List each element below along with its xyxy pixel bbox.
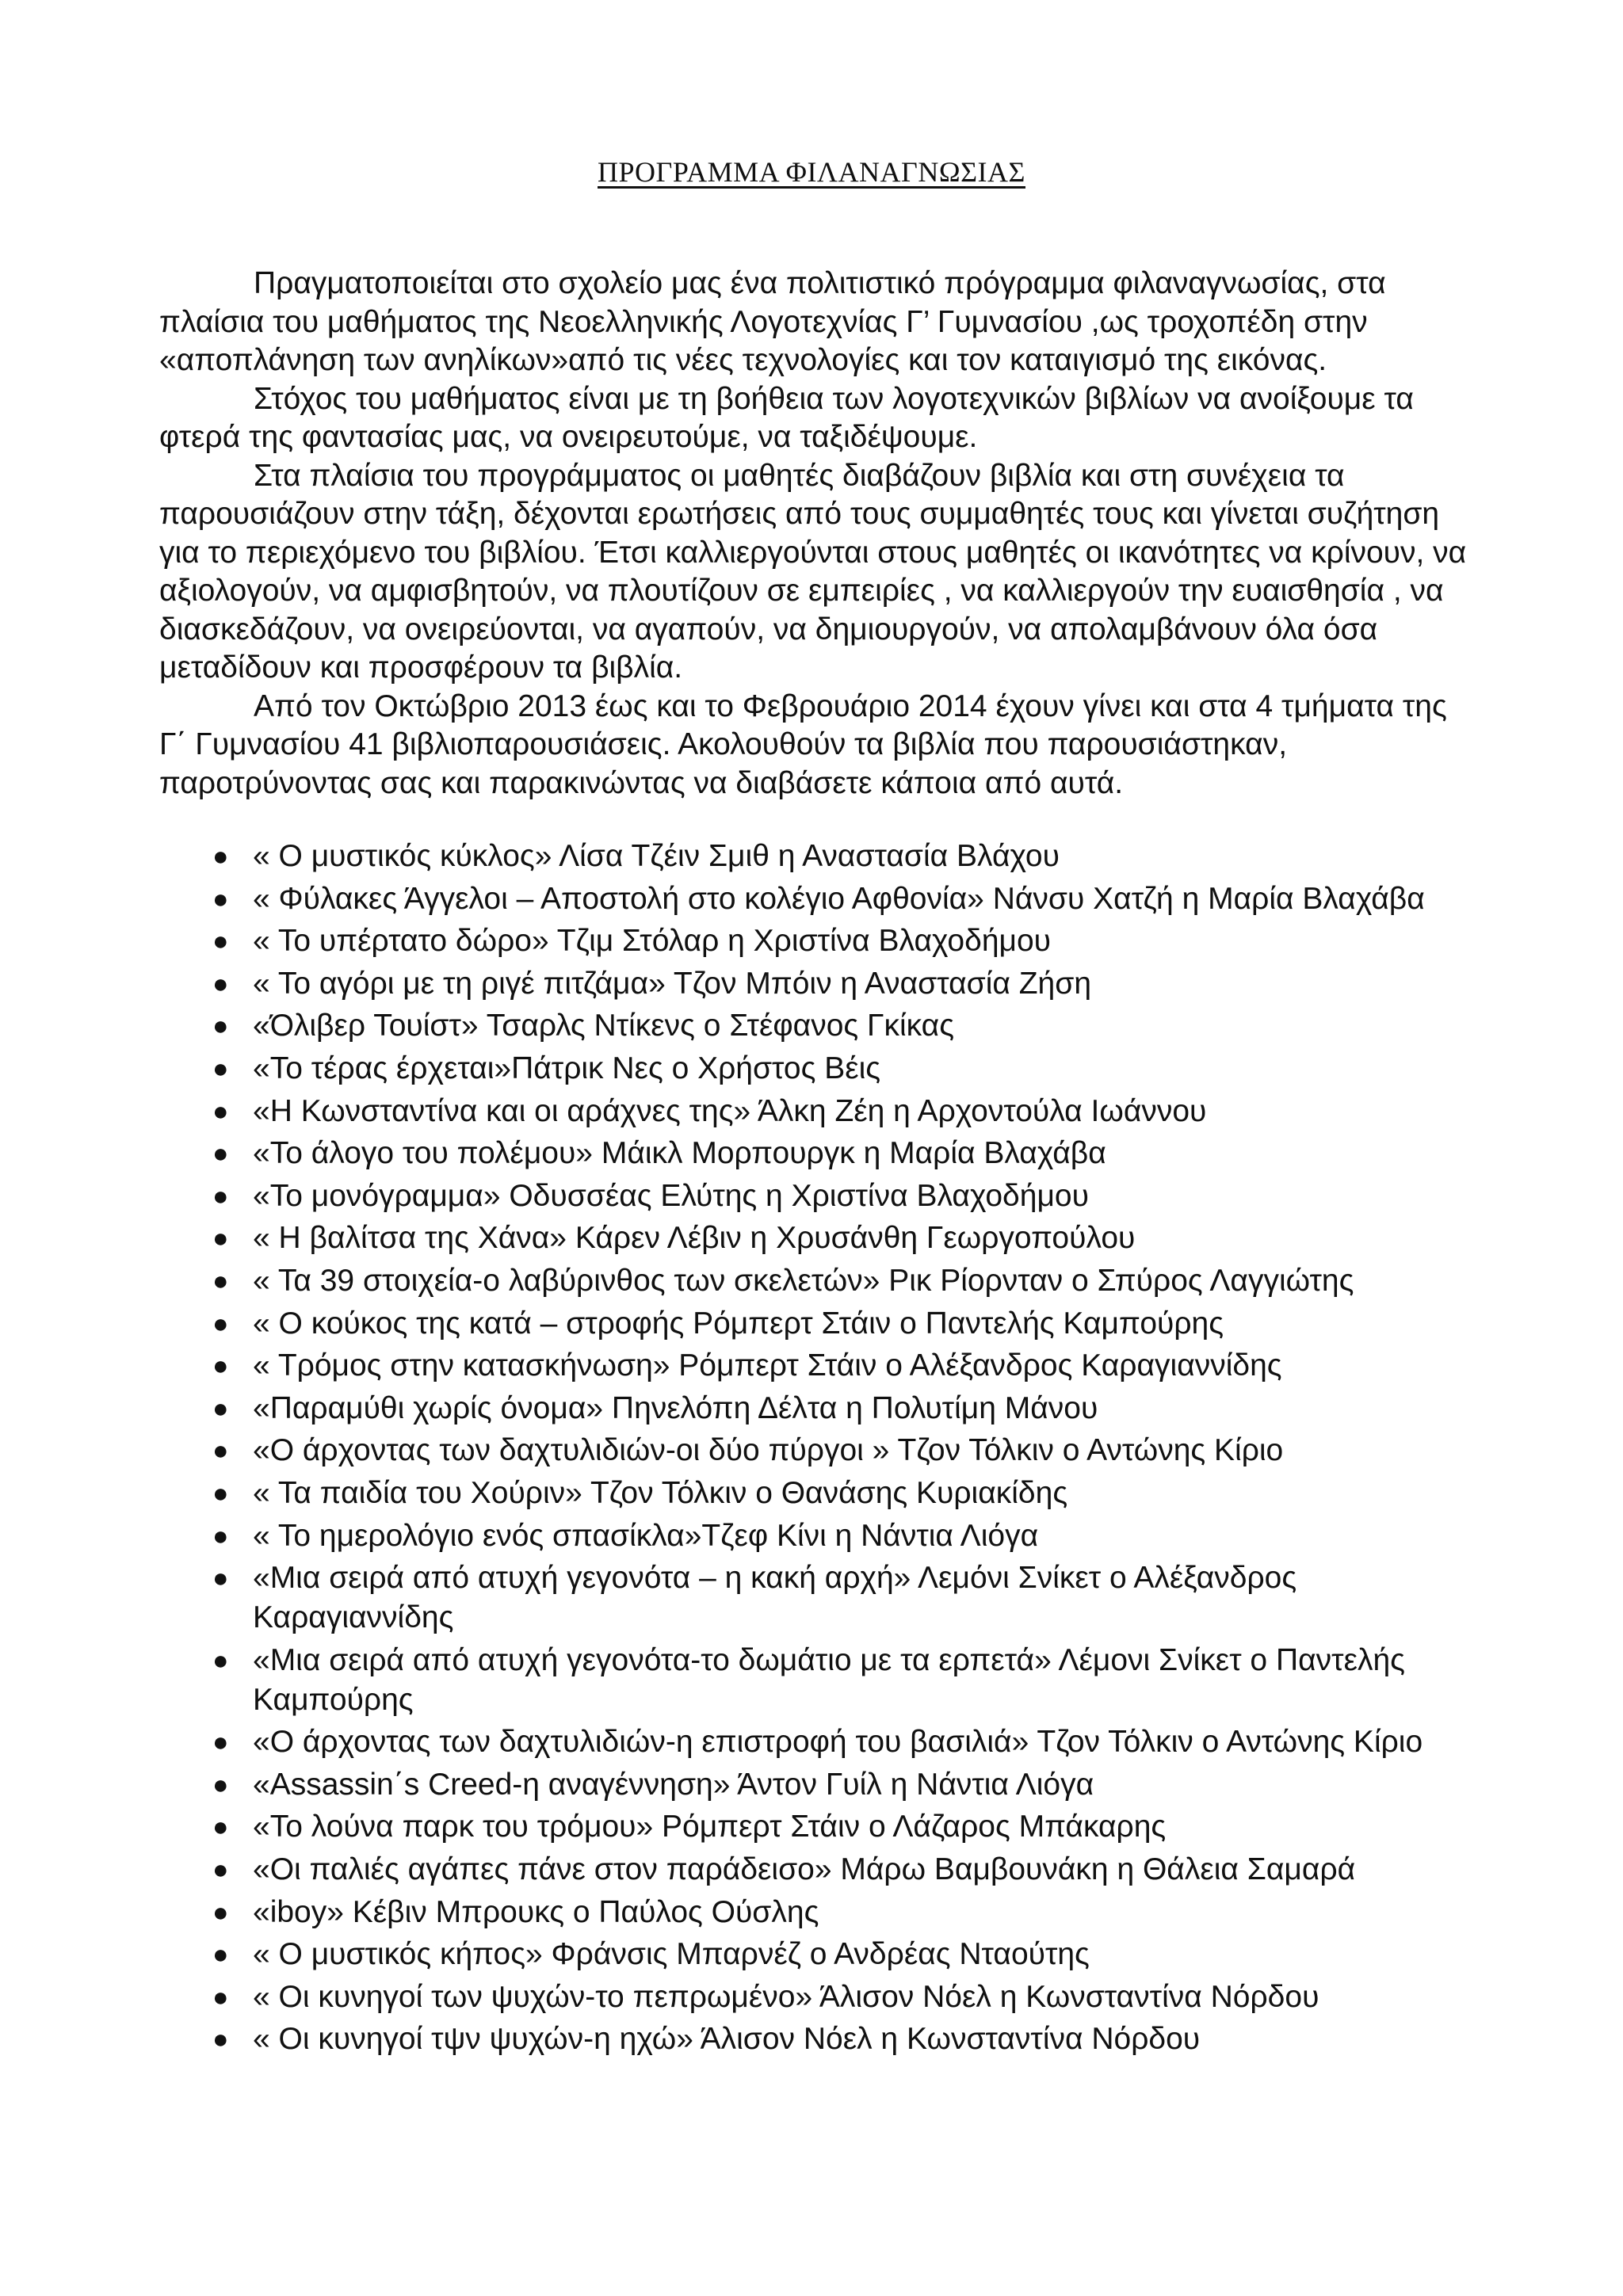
bullet-icon: ● (212, 841, 229, 871)
book-entry: « Ο μυστικός κήπος» Φράνσις Μπαρνέζ ο Ανδρέας Νταούτης (253, 1937, 1090, 1972)
book-entry: « Η βαλίτσα της Χάνα» Κάρεν Λέβιν η Χρυσάνθη Γεωργοπούλου (253, 1221, 1136, 1256)
book-entry: «Όλιβερ Τουίστ» Τσαρλς Ντίκενς ο Στέφανος Γκίκας (253, 1009, 955, 1043)
list-item (159, 2019, 1483, 2059)
bullet-icon: ● (212, 1727, 229, 1758)
list-item (159, 1978, 1483, 2017)
list-item (159, 964, 1483, 1004)
list-item (159, 1049, 1483, 1089)
bullet-icon: ● (212, 926, 229, 957)
list-item (159, 1474, 1483, 1513)
bullet-icon: ● (212, 1053, 229, 1084)
list-item (159, 1807, 1483, 1847)
paragraph-method: Στα πλαίσια του προγράμματος οι μαθητές διαβάζουν βιβλία και στη συνέχεια τα παρουσιάζουν στην τάξη, δέχονται ερωτήσεις από τους συμμαθητές τους και γίνεται συζήτηση για το περιεχόμενο του βιβλίου. Έτσι καλλιεργούνται στους μαθητές οι ικανότητες να κρίνουν, να αξιολογούν, να αμφισβητούν, να πλουτίζουν σε εμπειρίες , να καλλιεργούν την ευαισθησία , να διασκεδάζουν, να ονειρεύονται, να αγαπούν, να δημιουργούν, να απολαμβάνουν όλα όσα μεταδίδουν και προσφέρουν τα βιβλία. (159, 458, 1467, 685)
list-item (159, 1765, 1483, 1805)
bullet-icon: ● (212, 1478, 229, 1508)
bullet-icon: ● (212, 1265, 229, 1296)
book-entry: « Οι κυνηγοί των ψυχών-το πεπρωμένο» Άλισον Νόελ η Κωνσταντίνα Νόρδου (253, 1979, 1319, 2014)
book-entry: « Το αγόρι με τη ριγέ πιτζάμα» Τζον Μπόιν η Αναστασία Ζήση (253, 966, 1092, 1001)
list-item (159, 879, 1483, 919)
bullet-icon: ● (212, 1308, 229, 1339)
bullet-icon: ● (212, 1563, 229, 1594)
list-item (159, 1935, 1483, 1974)
book-entry: «Το τέρας έρχεται»Πάτρικ Νες ο Χρήστος Βέις (253, 1051, 881, 1085)
book-entry: « Ο κούκος της κατά – στροφής Ρόμπερτ Στάιν ο Παντελής Καμπούρης (253, 1306, 1224, 1341)
book-entry: «Το λούνα παρκ του τρόμου» Ρόμπερτ Στάιν ο Λάζαρος Μπάκαρης (253, 1810, 1167, 1844)
book-entry: «Ο άρχοντας των δαχτυλιδιών-η επιστροφή του βασιλιά» Τζον Τόλκιν ο Αντώνης Κίριο (253, 1725, 1423, 1760)
list-item (159, 1261, 1483, 1301)
book-entry: « Το ημερολόγιο ενός σπασίκλα»Τζεφ Κίνι η Νάντια Λιόγα (253, 1518, 1039, 1553)
book-entry: « Φύλακες Άγγελοι – Αποστολή στο κολέγιο Αφθονία» Νάνσυ Χατζή η Μαρία Βλαχάβα (253, 881, 1425, 916)
book-list (159, 837, 1483, 2062)
bullet-icon: ● (212, 1180, 229, 1211)
list-item (159, 837, 1483, 876)
bullet-icon: ● (212, 1812, 229, 1843)
bullet-icon: ● (212, 883, 229, 914)
bullet-icon: ● (212, 1769, 229, 1800)
book-entry: «Οι παλιές αγάπες πάνε στον παράδεισο» Μάρω Βαμβουνάκη η Θάλεια Σαμαρά (253, 1852, 1356, 1887)
bullet-icon: ● (212, 1855, 229, 1886)
list-item (159, 1516, 1483, 1556)
book-entry: « Τρόμος στην κατασκήνωση» Ρόμπερτ Στάιν ο Αλέξανδρος Καραγιαννίδης (253, 1348, 1282, 1383)
list-item (159, 1722, 1483, 1762)
list-item (159, 1389, 1483, 1428)
bullet-icon: ● (212, 1645, 229, 1676)
book-entry: «Μια σειρά από ατυχή γεγονότα – η κακή αρχή» Λεμόνι Σνίκετ ο Αλέξανδρος Καραγιαννίδης (253, 1561, 1297, 1635)
book-entry: «Το άλογο του πολέμου» Μάικλ Μορπουργκ η Μαρία Βλαχάβα (253, 1136, 1106, 1171)
book-entry: «Ο άρχοντας των δαχτυλιδιών-οι δύο πύργοι » Τζον Τόλκιν ο Αντώνης Κίριο (253, 1433, 1284, 1468)
list-item (159, 1431, 1483, 1470)
intro-text (159, 265, 1483, 803)
list-item (159, 1558, 1483, 1638)
list-item (159, 1893, 1483, 1932)
list-item (159, 1177, 1483, 1216)
bullet-icon: ● (212, 1351, 229, 1382)
list-item (159, 1346, 1483, 1386)
list-item (159, 921, 1483, 961)
bullet-icon: ● (212, 1981, 229, 2012)
bullet-icon: ● (212, 1011, 229, 1042)
list-item (159, 1134, 1483, 1173)
bullet-icon: ● (212, 968, 229, 999)
list-item (159, 1641, 1483, 1720)
bullet-icon: ● (212, 1897, 229, 1928)
book-entry: « Το υπέρτατο δώρο» Τζιμ Στόλαρ η Χριστίνα Βλαχοδήμου (253, 924, 1052, 959)
list-item (159, 1092, 1483, 1131)
paragraph-intro: Πραγματοποιείται στο σχολείο μας ένα πολιτιστικό πρόγραμμα φιλαναγνωσίας, στα πλαίσια του μαθήματος της Νεοελληνικής Λογοτεχνίας Γ’ Γυμνασίου ,ως τροχοπέδη στην «αποπλάνηση των ανηλίκων»από τις νέες τεχνολογίες και τον καταιγισμό της εικόνας. (159, 266, 1386, 377)
book-entry: «Παραμύθι χωρίς όνομα» Πηνελόπη Δέλτα η Πολυτίμη Μάνου (253, 1390, 1098, 1425)
book-entry: « Τα παιδία του Χούριν» Τζον Τόλκιν ο Θανάσης Κυριακίδης (253, 1475, 1068, 1510)
list-item (159, 1850, 1483, 1890)
bullet-icon: ● (212, 1138, 229, 1169)
bullet-icon: ● (212, 1939, 229, 1970)
paragraph-summary: Από τον Οκτώβριο 2013 έως και το Φεβρουάριο 2014 έχουν γίνει και στα 4 τμήματα της Γ΄ Γυμνασίου 41 βιβλιοπαρουσιάσεις. Ακολουθούν τα βιβλία που παρουσιάστηκαν, παροτρύνοντας σας και παρακινώντας να διαβάσετε κάποια από αυτά. (159, 688, 1447, 800)
book-entry: «Μια σειρά από ατυχή γεγονότα-το δωμάτιο με τα ερπετά» Λέμονι Σνίκετ ο Παντελής Καμπούρης (253, 1642, 1405, 1717)
book-entry: «Assassin΄s Creed-η αναγέννηση» Άντον Γυίλ η Νάντια Λιόγα (253, 1767, 1094, 1802)
page-title: ΠΡΟΓΡΑΜΜΑ ΦΙΛΑΝΑΓΝΩΣΙΑΣ (598, 156, 1025, 188)
list-item (159, 1006, 1483, 1046)
book-entry: «iboy» Κέβιν Μπρουκς ο Παύλος Ούσλης (253, 1894, 819, 1929)
book-entry: «Η Κωνσταντίνα και οι αράχνες της» Άλκη Ζέη η Αρχοντούλα Ιωάννου (253, 1093, 1207, 1128)
bullet-icon: ● (212, 1223, 229, 1254)
list-item (159, 1304, 1483, 1344)
book-entry: «Το μονόγραμμα» Οδυσσέας Ελύτης η Χριστίνα Βλαχοδήμου (253, 1178, 1089, 1213)
book-entry: « Ο μυστικός κύκλος» Λίσα Τζέιν Σμιθ η Αναστασία Βλάχου (253, 839, 1060, 873)
bullet-icon: ● (212, 1393, 229, 1424)
bullet-icon: ● (212, 1520, 229, 1551)
paragraph-goal: Στόχος του μαθήματος είναι με τη βοήθεια των λογοτεχνικών βιβλίων να ανοίξουμε τα φτερά της φαντασίας μας, να ονειρευτούμε, να ταξιδέψουμε. (159, 381, 1414, 454)
bullet-icon: ● (212, 2024, 229, 2055)
bullet-icon: ● (212, 1096, 229, 1127)
list-item (159, 1219, 1483, 1258)
book-entry: « Τα 39 στοιχεία-ο λαβύρινθος των σκελετών» Ρικ Ρίορνταν ο Σπύρος Λαγγιώτης (253, 1263, 1354, 1298)
book-entry: « Οι κυνηγοί τψν ψυχών-η ηχώ» Άλισον Νόελ η Κωνσταντίνα Νόρδου (253, 2022, 1201, 2057)
bullet-icon: ● (212, 1436, 229, 1466)
